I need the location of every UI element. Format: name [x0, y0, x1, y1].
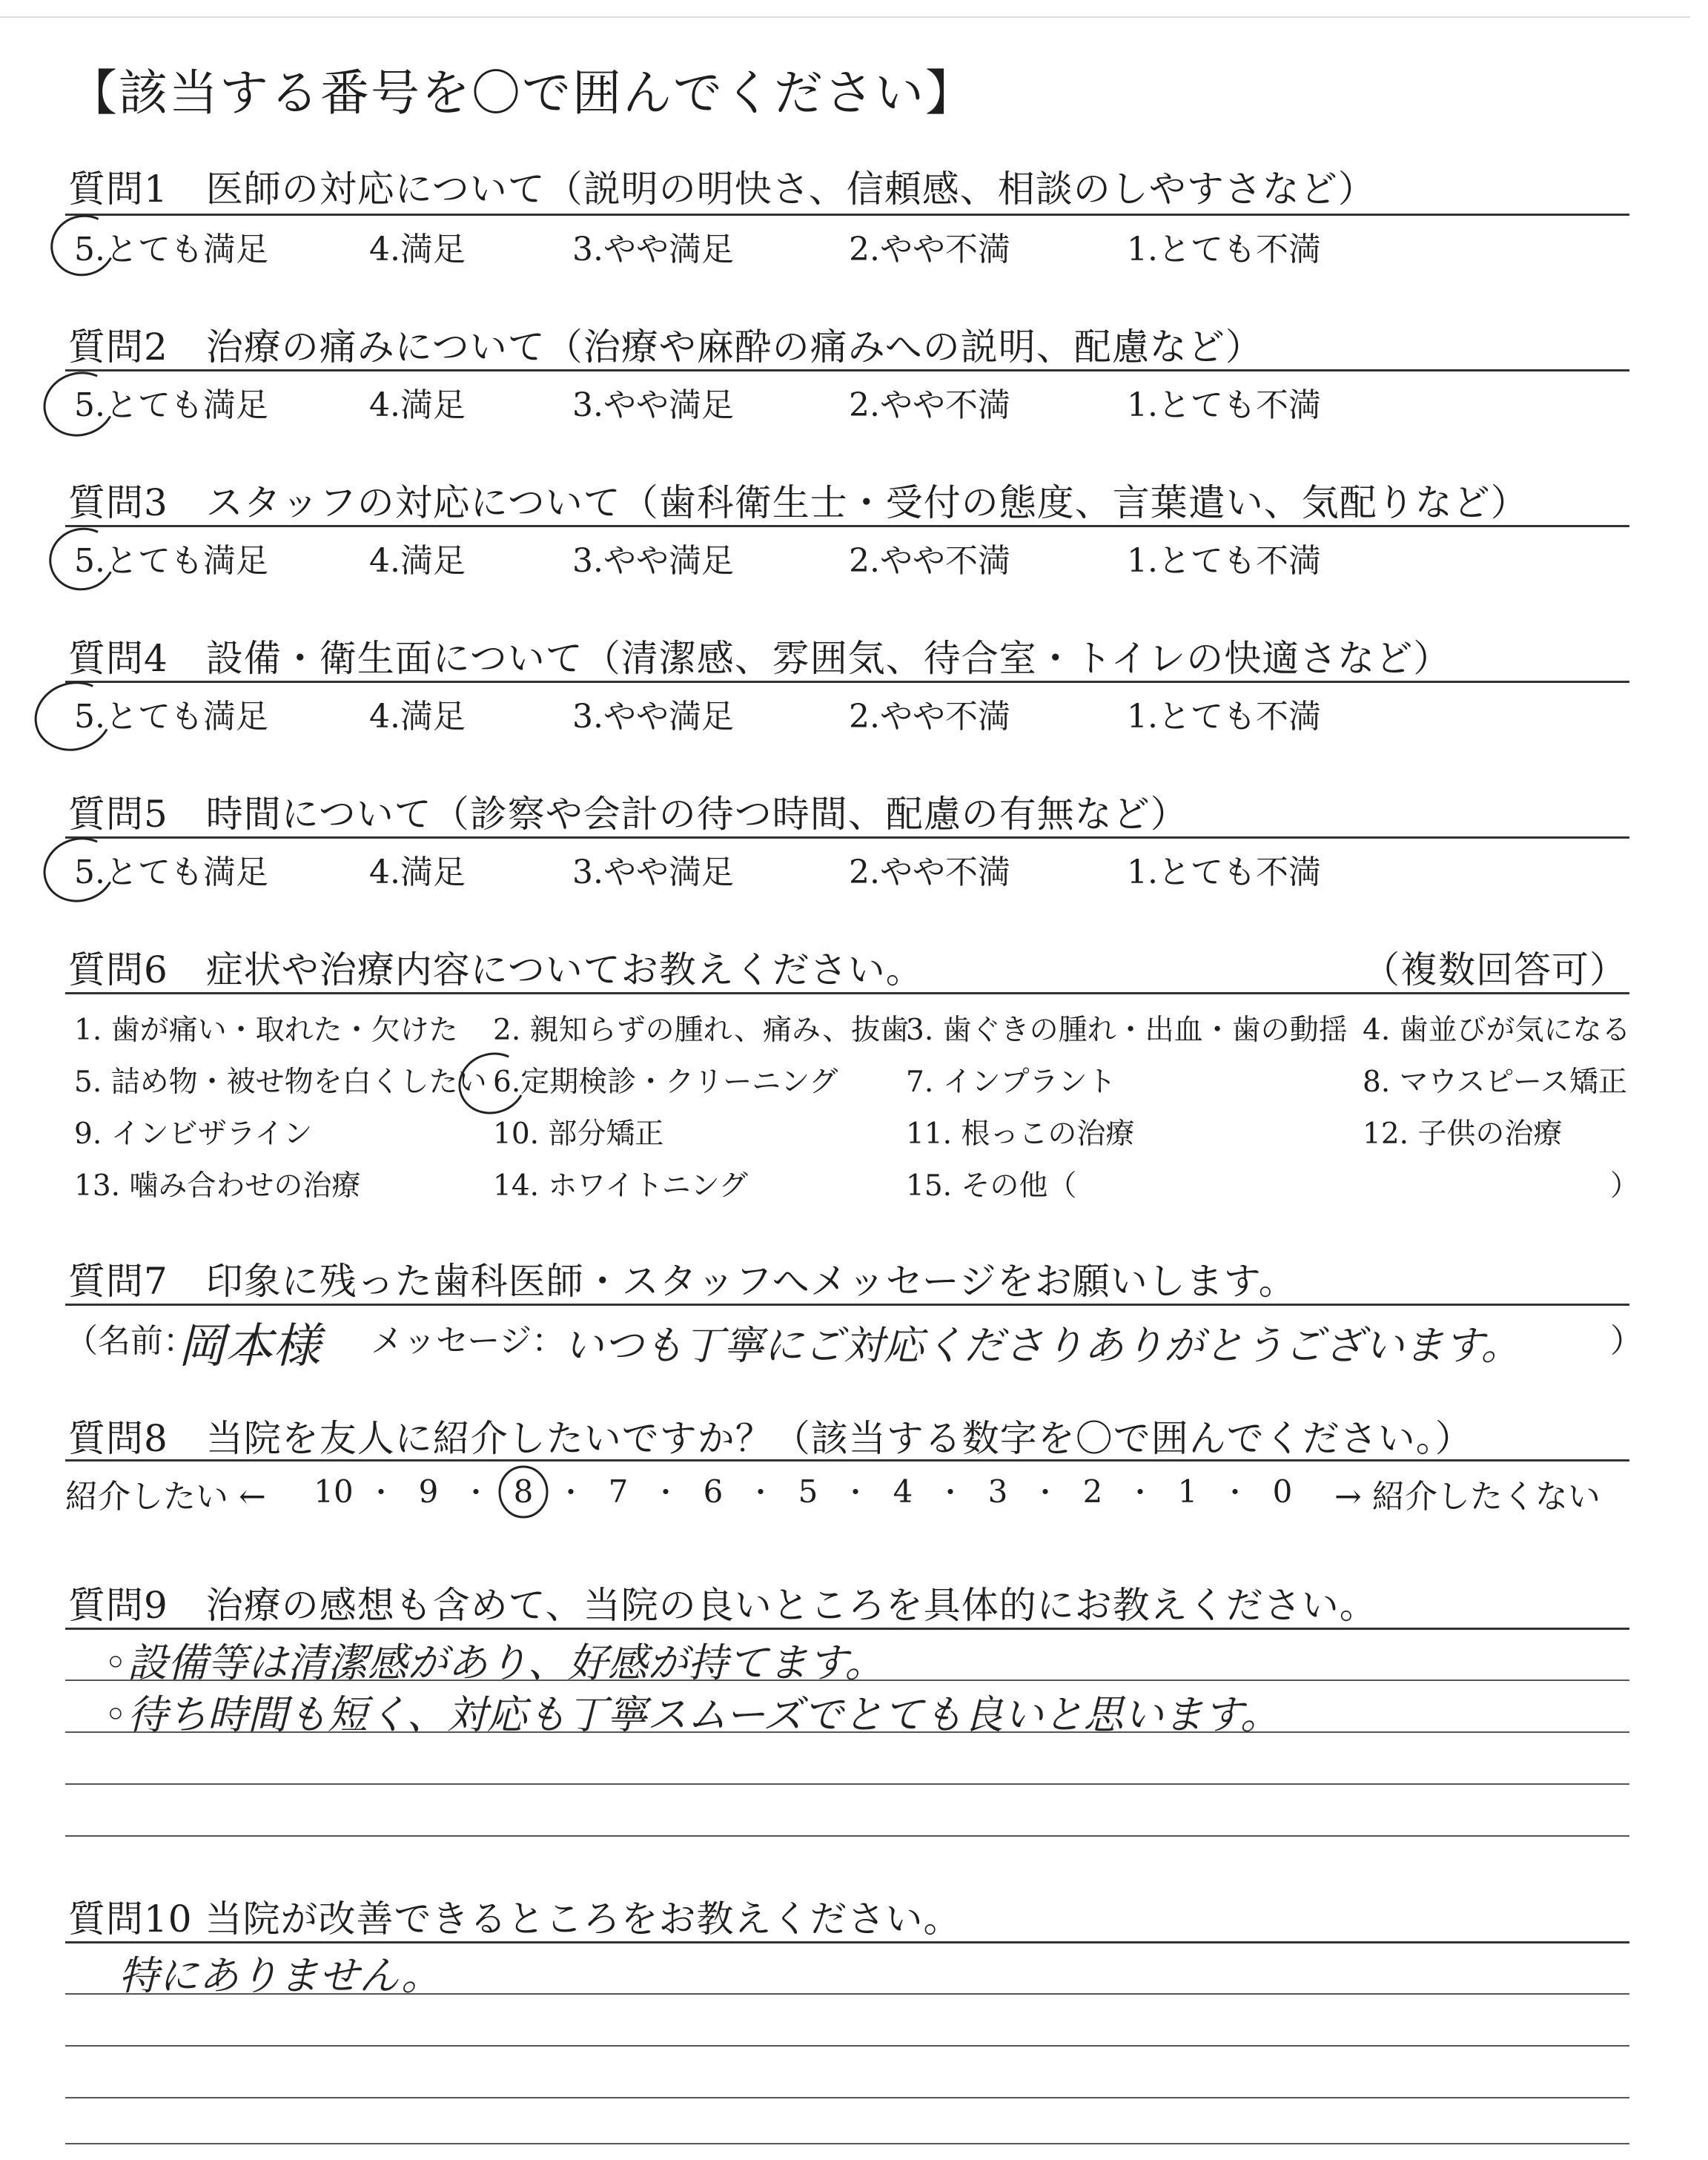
q7-close-paren: ）	[1610, 1322, 1643, 1360]
q10-rule-3	[65, 2045, 1629, 2047]
q6-option-12[interactable]: 12. 子供の治療	[1363, 1117, 1563, 1151]
q8-scale-separator: ・	[651, 1476, 681, 1509]
q6-other-close-paren: ）	[1610, 1169, 1640, 1203]
q1-option-4[interactable]: 4.満足	[369, 231, 466, 268]
q5-option-3[interactable]: 3.やや満足	[572, 853, 734, 891]
q7-rule	[65, 1304, 1629, 1306]
q3-option-2[interactable]: 2.やや不満	[849, 542, 1010, 580]
q3-option-5[interactable]: 5.とても満足	[74, 542, 268, 580]
q8-scale	[311, 1462, 1334, 1522]
q8-scale-separator: ・	[1030, 1476, 1060, 1509]
q6-option-4[interactable]: 4. 歯並びが気になる	[1363, 1014, 1631, 1047]
q2-option-3[interactable]: 3.やや満足	[572, 386, 734, 424]
q1-option-1[interactable]: 1.とても不満	[1127, 231, 1321, 268]
q5-option-4[interactable]: 4.満足	[369, 853, 466, 891]
q6-option-9[interactable]: 9. インビザライン	[74, 1117, 313, 1151]
q3-rule	[65, 525, 1629, 527]
q8-rule	[65, 1459, 1629, 1462]
q10-rule-5	[65, 2143, 1629, 2144]
q1-option-5[interactable]: 5.とても満足	[74, 231, 268, 268]
q6-option-5[interactable]: 5. 詰め物・被せ物を白くしたい	[74, 1066, 487, 1099]
q4-option-2[interactable]: 2.やや不満	[849, 698, 1010, 736]
q6-rule	[65, 992, 1629, 994]
q7-message-value[interactable]: いつも丁寧にご対応くださりありがとうございます。	[563, 1322, 1521, 1369]
q2-option-4[interactable]: 4.満足	[369, 386, 466, 424]
q8-scale-value-3[interactable]: 3	[987, 1473, 1008, 1510]
q6-option-1[interactable]: 1. 歯が痛い・取れた・欠けた	[74, 1014, 458, 1047]
q9-answer-line-1[interactable]: ◦設備等は清潔感があり、好感が持てます。	[104, 1639, 885, 1686]
q8-title: 質問8 当院を友人に紹介したいですか？（該当する数字を〇で囲んでください。）	[68, 1417, 1473, 1460]
q6-option-2[interactable]: 2. 親知らずの腫れ、痛み、抜歯	[493, 1014, 910, 1047]
q6-multi-answer-note: （複数回答可）	[1363, 948, 1627, 991]
q8-scale-value-5[interactable]: 5	[798, 1473, 818, 1510]
q9-rule-1	[65, 1628, 1629, 1630]
q1-option-2[interactable]: 2.やや不満	[849, 231, 1010, 268]
q6-option-14[interactable]: 14. ホワイトニング	[493, 1169, 748, 1203]
q1-rule	[65, 214, 1629, 216]
q9-rule-4	[65, 1783, 1629, 1785]
q8-scale-value-7[interactable]: 7	[608, 1473, 629, 1510]
q10-rule-4	[65, 2097, 1629, 2098]
q3-option-1[interactable]: 1.とても不満	[1127, 542, 1321, 580]
q9-title: 質問9 治療の感想も含めて、当院の良いところを具体的にお教えください。	[68, 1584, 1377, 1627]
q4-selection-circle	[25, 672, 121, 761]
q7-message-label: メッセージ：	[371, 1322, 565, 1360]
q6-option-11[interactable]: 11. 根っこの治療	[906, 1117, 1135, 1151]
q5-selection-circle	[35, 828, 124, 911]
q8-scale-separator: ・	[841, 1476, 870, 1509]
q5-option-1[interactable]: 1.とても不満	[1127, 853, 1321, 891]
q6-option-3[interactable]: 3. 歯ぐきの腫れ・出血・歯の動揺	[906, 1014, 1348, 1047]
q5-rule	[65, 836, 1629, 839]
q4-option-1[interactable]: 1.とても不満	[1127, 698, 1321, 736]
q3-title: 質問3 スタッフの対応について（歯科衛生士・受付の態度、言葉遣い、気配りなど）	[68, 481, 1529, 524]
q4-option-4[interactable]: 4.満足	[369, 698, 466, 736]
q4-option-3[interactable]: 3.やや満足	[572, 698, 734, 736]
q8-scale-value-10[interactable]: 10	[314, 1473, 354, 1510]
q10-title: 質問10 当院が改善できるところをお教えください。	[68, 1898, 961, 1941]
q6-option-8[interactable]: 8. マウスピース矯正	[1363, 1066, 1627, 1099]
q1-title: 質問1 医師の対応について（説明の明快さ、信頼感、相談のしやすさなど）	[68, 168, 1376, 211]
q3-selection-circle	[41, 519, 124, 599]
q8-scale-separator: ・	[936, 1476, 965, 1509]
q7-name-label: （名前：	[65, 1322, 196, 1360]
q8-left-label: 紹介したい ←	[65, 1478, 266, 1516]
q8-scale-separator: ・	[461, 1476, 491, 1509]
q3-option-3[interactable]: 3.やや満足	[572, 542, 734, 580]
q5-title: 質問5 時間について（診察や会計の待つ時間、配慮の有無など）	[68, 793, 1188, 836]
q2-option-2[interactable]: 2.やや不満	[849, 386, 1010, 424]
q4-title: 質問4 設備・衛生面について（清潔感、雰囲気、待合室・トイレの快適さなど）	[68, 637, 1452, 680]
q8-scale-value-1[interactable]: 1	[1177, 1473, 1198, 1510]
q2-option-1[interactable]: 1.とても不満	[1127, 386, 1321, 424]
q6-option-10[interactable]: 10. 部分矯正	[493, 1117, 664, 1151]
q4-rule	[65, 681, 1629, 683]
q7-title: 質問7 印象に残った歯科医師・スタッフへメッセージをお願いします。	[68, 1260, 1297, 1303]
q6-title: 質問6 症状や治療内容についてお教えください。	[68, 948, 924, 991]
q6-option-15[interactable]: 15. その他（	[906, 1169, 1077, 1203]
q5-option-2[interactable]: 2.やや不満	[849, 853, 1010, 891]
q2-title: 質問2 治療の痛みについて（治療や麻酔の痛みへの説明、配慮など）	[68, 326, 1263, 369]
q8-scale-value-2[interactable]: 2	[1082, 1473, 1103, 1510]
q3-option-4[interactable]: 4.満足	[369, 542, 466, 580]
q8-scale-value-8[interactable]: 8	[513, 1473, 534, 1510]
q1-option-3[interactable]: 3.やや満足	[572, 231, 734, 268]
q5-option-5[interactable]: 5.とても満足	[74, 853, 268, 891]
q9-rule-5	[65, 1835, 1629, 1837]
q8-scale-separator: ・	[1220, 1476, 1250, 1509]
form-header: 【該当する番号を〇で囲んでください】	[68, 65, 976, 122]
q8-scale-separator: ・	[556, 1476, 586, 1509]
q8-scale-separator: ・	[746, 1476, 775, 1509]
q8-right-label: → 紹介したくない	[1334, 1478, 1601, 1516]
q10-answer-line-1[interactable]: 特にありません。	[119, 1952, 442, 1999]
q2-rule	[65, 369, 1629, 371]
q10-rule-1	[65, 1941, 1629, 1943]
q4-option-5[interactable]: 5.とても満足	[74, 698, 268, 736]
q8-scale-value-9[interactable]: 9	[418, 1473, 439, 1510]
q8-scale-separator: ・	[366, 1476, 396, 1509]
q8-scale-value-0[interactable]: 0	[1272, 1473, 1293, 1510]
q8-scale-separator: ・	[1125, 1476, 1155, 1509]
q7-name-value[interactable]: 岡本様	[178, 1319, 320, 1374]
q9-answer-line-2[interactable]: ◦待ち時間も短く、対応も丁寧スムーズでとても良いと思います。	[104, 1691, 1281, 1738]
q6-option-7[interactable]: 7. インプラント	[906, 1066, 1116, 1099]
q1-selection-circle	[42, 206, 123, 284]
q8-scale-value-6[interactable]: 6	[703, 1473, 724, 1510]
q2-option-5[interactable]: 5.とても満足	[74, 386, 268, 424]
q6-option-13[interactable]: 13. 噛み合わせの治療	[74, 1169, 361, 1203]
q6-option-6[interactable]: 6.定期検診・クリーニング	[493, 1066, 838, 1099]
scan-top-edge	[0, 16, 1690, 18]
q2-selection-circle	[35, 363, 124, 446]
q8-scale-value-4[interactable]: 4	[893, 1473, 913, 1510]
